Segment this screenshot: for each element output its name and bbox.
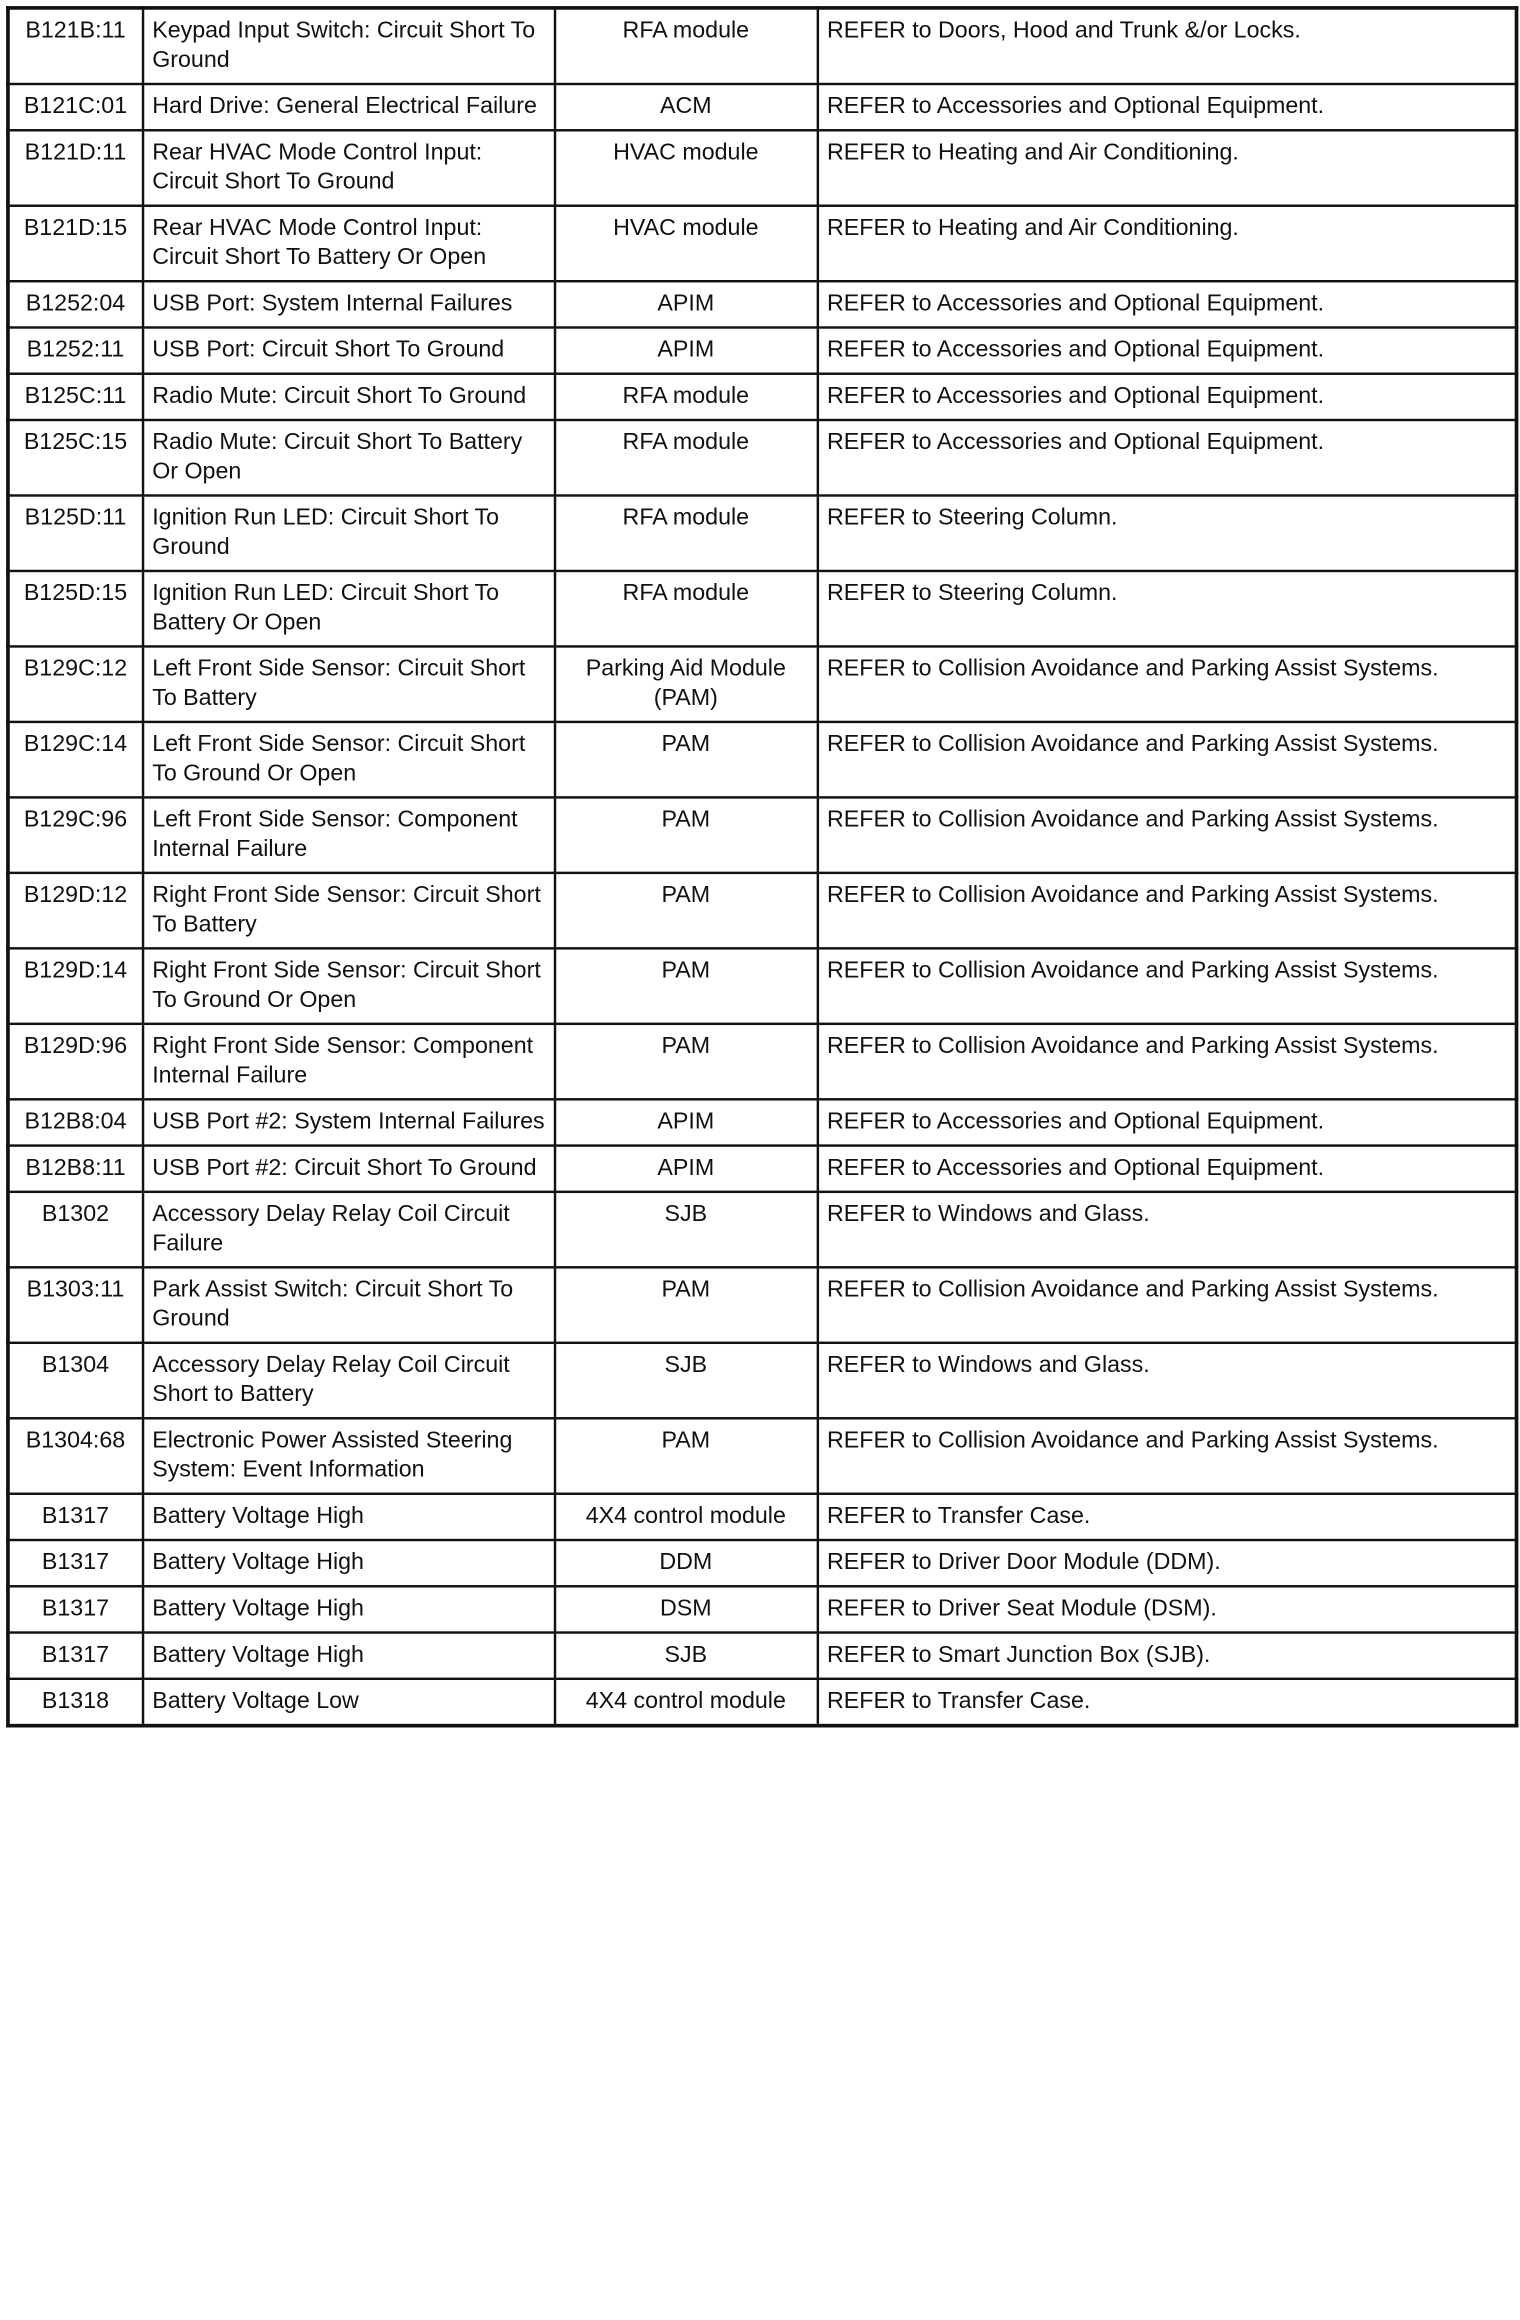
action-cell: REFER to Steering Column. [817,571,1516,646]
module-cell: 4X4 control module [554,1494,817,1540]
table-row [8,948,1517,1023]
dtc-code-cell: B1252:04 [8,281,142,327]
table-row [8,130,1517,205]
dtc-code-cell: B121D:11 [8,130,142,205]
action-cell: REFER to Steering Column. [817,495,1516,570]
dtc-code-cell: B129C:14 [8,722,142,797]
action-cell: REFER to Accessories and Optional Equipment. [817,84,1516,130]
table-row [8,8,1517,84]
dtc-code-cell: B129C:12 [8,646,142,721]
description-cell: Left Front Side Sensor: Circuit Short To Battery [142,646,554,721]
table-row [8,1146,1517,1192]
dtc-code-cell: B121B:11 [8,8,142,84]
dtc-code-cell: B129C:96 [8,797,142,872]
table-row [8,722,1517,797]
table-row [8,1494,1517,1540]
action-cell: REFER to Collision Avoidance and Parking Assist Systems. [817,797,1516,872]
table-row [8,1267,1517,1342]
module-cell: PAM [554,1418,817,1493]
module-cell: APIM [554,281,817,327]
module-cell: DSM [554,1586,817,1632]
module-cell: SJB [554,1192,817,1267]
action-cell: REFER to Transfer Case. [817,1679,1516,1726]
module-cell: 4X4 control module [554,1679,817,1726]
module-cell: PAM [554,797,817,872]
table-row [8,1418,1517,1493]
description-cell: Right Front Side Sensor: Circuit Short To Ground Or Open [142,948,554,1023]
action-cell: REFER to Accessories and Optional Equipment. [817,1099,1516,1145]
table-row [8,327,1517,373]
action-cell: REFER to Windows and Glass. [817,1192,1516,1267]
module-cell: APIM [554,1099,817,1145]
dtc-code-cell: B1252:11 [8,327,142,373]
description-cell: Ignition Run LED: Circuit Short To Battery Or Open [142,571,554,646]
module-cell: HVAC module [554,130,817,205]
table-row [8,1343,1517,1418]
module-cell: RFA module [554,420,817,495]
dtc-code-cell: B129D:14 [8,948,142,1023]
dtc-code-cell: B1303:11 [8,1267,142,1342]
table-row [8,84,1517,130]
module-cell: PAM [554,948,817,1023]
table-row [8,495,1517,570]
dtc-code-cell: B125D:15 [8,571,142,646]
table-row [8,1586,1517,1632]
description-cell: Battery Voltage Low [142,1679,554,1726]
table-row [8,646,1517,721]
action-cell: REFER to Accessories and Optional Equipment. [817,374,1516,420]
table-row [8,374,1517,420]
description-cell: Radio Mute: Circuit Short To Ground [142,374,554,420]
description-cell: USB Port #2: Circuit Short To Ground [142,1146,554,1192]
action-cell: REFER to Driver Seat Module (DSM). [817,1586,1516,1632]
dtc-table-body [8,8,1517,1726]
dtc-code-cell: B125C:11 [8,374,142,420]
action-cell: REFER to Doors, Hood and Trunk &/or Locks. [817,8,1516,84]
table-row [8,873,1517,948]
module-cell: HVAC module [554,206,817,281]
dtc-code-cell: B129D:12 [8,873,142,948]
table-row [8,1099,1517,1145]
action-cell: REFER to Collision Avoidance and Parking Assist Systems. [817,1418,1516,1493]
description-cell: USB Port: Circuit Short To Ground [142,327,554,373]
description-cell: Right Front Side Sensor: Component Internal Failure [142,1024,554,1099]
module-cell: SJB [554,1633,817,1679]
module-cell: PAM [554,1267,817,1342]
module-cell: PAM [554,722,817,797]
description-cell: USB Port #2: System Internal Failures [142,1099,554,1145]
dtc-code-cell: B125C:15 [8,420,142,495]
description-cell: Accessory Delay Relay Coil Circuit Short to Battery [142,1343,554,1418]
dtc-code-cell: B129D:96 [8,1024,142,1099]
module-cell: PAM [554,873,817,948]
description-cell: Battery Voltage High [142,1633,554,1679]
description-cell: Keypad Input Switch: Circuit Short To Ground [142,8,554,84]
description-cell: Battery Voltage High [142,1494,554,1540]
module-cell: RFA module [554,495,817,570]
action-cell: REFER to Collision Avoidance and Parking Assist Systems. [817,722,1516,797]
module-cell: SJB [554,1343,817,1418]
dtc-code-cell: B1317 [8,1494,142,1540]
dtc-code-cell: B1302 [8,1192,142,1267]
table-row [8,420,1517,495]
module-cell: ACM [554,84,817,130]
description-cell: Radio Mute: Circuit Short To Battery Or Open [142,420,554,495]
table-row [8,1024,1517,1099]
table-row [8,1633,1517,1679]
action-cell: REFER to Driver Door Module (DDM). [817,1540,1516,1586]
table-row [8,281,1517,327]
description-cell: Battery Voltage High [142,1586,554,1632]
description-cell: Right Front Side Sensor: Circuit Short To Battery [142,873,554,948]
dtc-table [6,6,1518,1727]
description-cell: Accessory Delay Relay Coil Circuit Failure [142,1192,554,1267]
action-cell: REFER to Heating and Air Conditioning. [817,206,1516,281]
dtc-code-cell: B1317 [8,1540,142,1586]
action-cell: REFER to Transfer Case. [817,1494,1516,1540]
action-cell: REFER to Smart Junction Box (SJB). [817,1633,1516,1679]
dtc-code-cell: B12B8:04 [8,1099,142,1145]
table-row [8,1540,1517,1586]
action-cell: REFER to Accessories and Optional Equipment. [817,1146,1516,1192]
description-cell: Left Front Side Sensor: Component Internal Failure [142,797,554,872]
action-cell: REFER to Collision Avoidance and Parking Assist Systems. [817,1267,1516,1342]
module-cell: RFA module [554,571,817,646]
description-cell: Battery Voltage High [142,1540,554,1586]
dtc-code-cell: B1317 [8,1586,142,1632]
description-cell: Hard Drive: General Electrical Failure [142,84,554,130]
dtc-code-cell: B1304 [8,1343,142,1418]
module-cell: RFA module [554,374,817,420]
table-row [8,797,1517,872]
table-row [8,1679,1517,1726]
description-cell: Park Assist Switch: Circuit Short To Ground [142,1267,554,1342]
action-cell: REFER to Accessories and Optional Equipment. [817,420,1516,495]
action-cell: REFER to Windows and Glass. [817,1343,1516,1418]
description-cell: Electronic Power Assisted Steering System: Event Information [142,1418,554,1493]
table-row [8,1192,1517,1267]
action-cell: REFER to Accessories and Optional Equipment. [817,281,1516,327]
table-row [8,206,1517,281]
dtc-code-cell: B121C:01 [8,84,142,130]
action-cell: REFER to Collision Avoidance and Parking Assist Systems. [817,873,1516,948]
module-cell: APIM [554,1146,817,1192]
description-cell: USB Port: System Internal Failures [142,281,554,327]
dtc-code-cell: B121D:15 [8,206,142,281]
dtc-code-cell: B12B8:11 [8,1146,142,1192]
action-cell: REFER to Collision Avoidance and Parking Assist Systems. [817,646,1516,721]
table-row [8,571,1517,646]
dtc-code-cell: B125D:11 [8,495,142,570]
description-cell: Left Front Side Sensor: Circuit Short To Ground Or Open [142,722,554,797]
action-cell: REFER to Collision Avoidance and Parking Assist Systems. [817,1024,1516,1099]
module-cell: APIM [554,327,817,373]
module-cell: RFA module [554,8,817,84]
module-cell: PAM [554,1024,817,1099]
action-cell: REFER to Heating and Air Conditioning. [817,130,1516,205]
dtc-code-cell: B1317 [8,1633,142,1679]
module-cell: DDM [554,1540,817,1586]
module-cell: Parking Aid Module (PAM) [554,646,817,721]
action-cell: REFER to Accessories and Optional Equipment. [817,327,1516,373]
dtc-code-cell: B1304:68 [8,1418,142,1493]
description-cell: Rear HVAC Mode Control Input: Circuit Short To Ground [142,130,554,205]
action-cell: REFER to Collision Avoidance and Parking Assist Systems. [817,948,1516,1023]
description-cell: Ignition Run LED: Circuit Short To Ground [142,495,554,570]
dtc-code-cell: B1318 [8,1679,142,1726]
description-cell: Rear HVAC Mode Control Input: Circuit Short To Battery Or Open [142,206,554,281]
